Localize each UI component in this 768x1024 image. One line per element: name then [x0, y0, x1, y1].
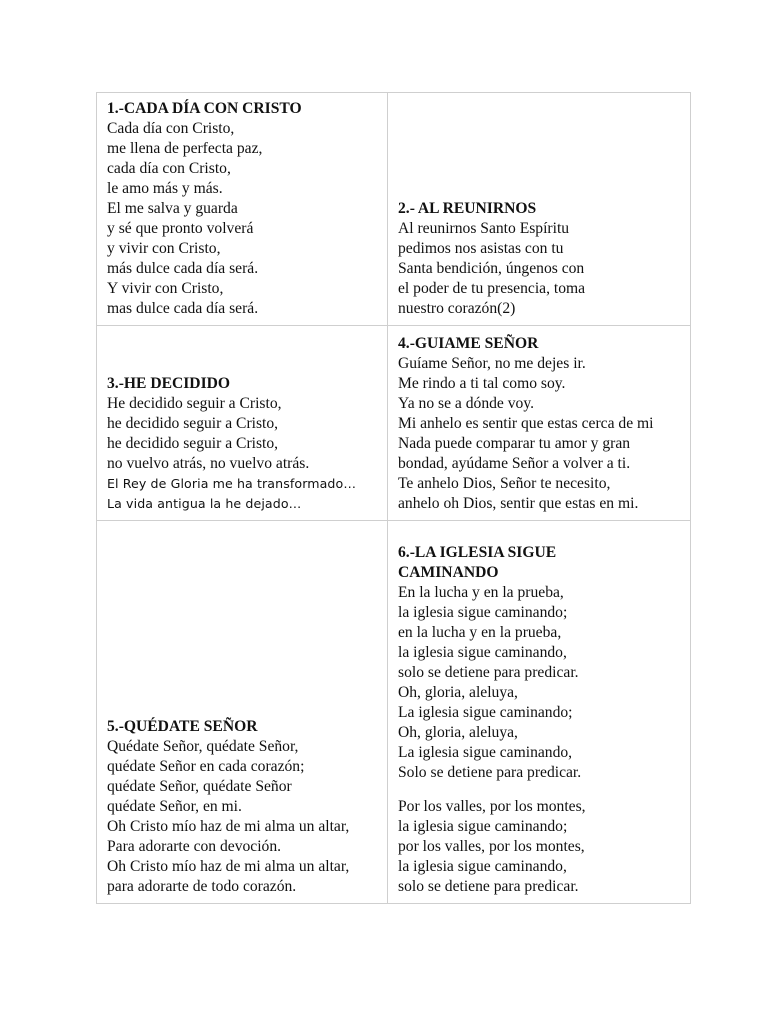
- lyric-line: he decidido seguir a Cristo,: [107, 415, 279, 432]
- song-title: 3.-HE DECIDIDO: [107, 375, 231, 392]
- lyric-line: Te anhelo Dios, Señor te necesito,: [398, 475, 611, 492]
- lyric-line: solo se detiene para predicar.: [398, 664, 579, 681]
- lyric-line: le amo más y más.: [107, 180, 223, 197]
- lyric-line: Al reunirnos Santo Espíritu: [398, 220, 570, 237]
- lyric-line: Oh Cristo mío haz de mi alma un altar,: [107, 818, 350, 835]
- lyric-line: El me salva y guarda: [107, 200, 238, 217]
- table-row: [97, 326, 691, 521]
- lyric-line: por los valles, por los montes,: [398, 838, 585, 855]
- lyric-line: quédate Señor, quédate Señor: [107, 778, 292, 795]
- lyric-line: quédate Señor, en mi.: [107, 798, 242, 815]
- song-title: 2.- AL REUNIRNOS: [398, 200, 537, 217]
- lyric-line: Ya no se a dónde voy.: [398, 395, 535, 412]
- lyric-line: Cada día con Cristo,: [107, 120, 235, 137]
- lyric-line: La iglesia sigue caminando,: [398, 744, 573, 761]
- lyric-line: pedimos nos asistas con tu: [398, 240, 564, 257]
- lyric-line: Por los valles, por los montes,: [398, 798, 586, 815]
- song-cell-5: [97, 521, 388, 904]
- lyric-line: la iglesia sigue caminando,: [398, 644, 567, 661]
- lyric-line: La iglesia sigue caminando;: [398, 704, 573, 721]
- lyric-line: En la lucha y en la prueba,: [398, 584, 564, 601]
- lyric-line: nuestro corazón(2): [398, 300, 516, 317]
- song-cell-6: [388, 521, 691, 904]
- lyric-line: He decidido seguir a Cristo,: [107, 395, 282, 412]
- song-cell-1: [97, 93, 388, 326]
- lyric-line: y sé que pronto volverá: [107, 220, 254, 237]
- table-row: [97, 521, 691, 904]
- lyric-line: Solo se detiene para predicar.: [398, 764, 582, 781]
- song-cell-2: [388, 93, 691, 326]
- lyric-line: cada día con Cristo,: [107, 160, 231, 177]
- lyric-line: Oh Cristo mío haz de mi alma un altar,: [107, 858, 350, 875]
- songs-table: [96, 92, 691, 904]
- lyric-line: bondad, ayúdame Señor a volver a ti.: [398, 455, 631, 472]
- lyric-line: quédate Señor en cada corazón;: [107, 758, 305, 775]
- song-sheet: [96, 92, 690, 904]
- song-cell-4: [388, 326, 691, 521]
- lyric-line: Para adorarte con devoción.: [107, 838, 282, 855]
- lyric-line: Y vivir con Cristo,: [107, 280, 224, 297]
- lyric-line: Mi anhelo es sentir que estas cerca de mi: [398, 415, 654, 432]
- lyric-line: más dulce cada día será.: [107, 260, 259, 277]
- lyric-line: Nada puede comparar tu amor y gran: [398, 435, 631, 452]
- lyric-line: mas dulce cada día será.: [107, 300, 259, 317]
- lyric-line: solo se detiene para predicar.: [398, 878, 579, 895]
- lyric-line: Me rindo a ti tal como soy.: [398, 375, 566, 392]
- lyric-line: la iglesia sigue caminando,: [398, 858, 567, 875]
- lyric-line: para adorarte de todo corazón.: [107, 878, 297, 895]
- table-row: [97, 93, 691, 326]
- lyric-line: y vivir con Cristo,: [107, 240, 221, 257]
- stanza-gap: [398, 783, 681, 797]
- lyric-line: Santa bendición, úngenos con: [398, 260, 585, 277]
- lyric-line: Guíame Señor, no me dejes ir.: [398, 355, 586, 372]
- song-title: 5.-QUÉDATE SEÑOR: [107, 718, 258, 735]
- lyric-line: la iglesia sigue caminando;: [398, 604, 568, 621]
- lyric-line: La vida antigua la he dejado…: [107, 496, 302, 511]
- lyric-line: Quédate Señor, quédate Señor,: [107, 738, 299, 755]
- lyric-line: en la lucha y en la prueba,: [398, 624, 562, 641]
- lyric-line: el poder de tu presencia, toma: [398, 280, 586, 297]
- lyric-line: El Rey de Gloria me ha transformado…: [107, 476, 357, 491]
- song-title: CAMINANDO: [398, 564, 499, 581]
- lyric-line: la iglesia sigue caminando;: [398, 818, 568, 835]
- lyric-line: he decidido seguir a Cristo,: [107, 435, 279, 452]
- lyric-line: anhelo oh Dios, sentir que estas en mi.: [398, 495, 639, 512]
- song-title: 6.-LA IGLESIA SIGUE: [398, 544, 557, 561]
- song-cell-3: [97, 326, 388, 521]
- lyric-line: Oh, gloria, aleluya,: [398, 724, 518, 741]
- song-title: 1.-CADA DÍA CON CRISTO: [107, 100, 302, 117]
- lyric-line: Oh, gloria, aleluya,: [398, 684, 518, 701]
- song-title: 4.-GUIAME SEÑOR: [398, 335, 539, 352]
- lyric-line: me llena de perfecta paz,: [107, 140, 263, 157]
- lyric-line: no vuelvo atrás, no vuelvo atrás.: [107, 455, 310, 472]
